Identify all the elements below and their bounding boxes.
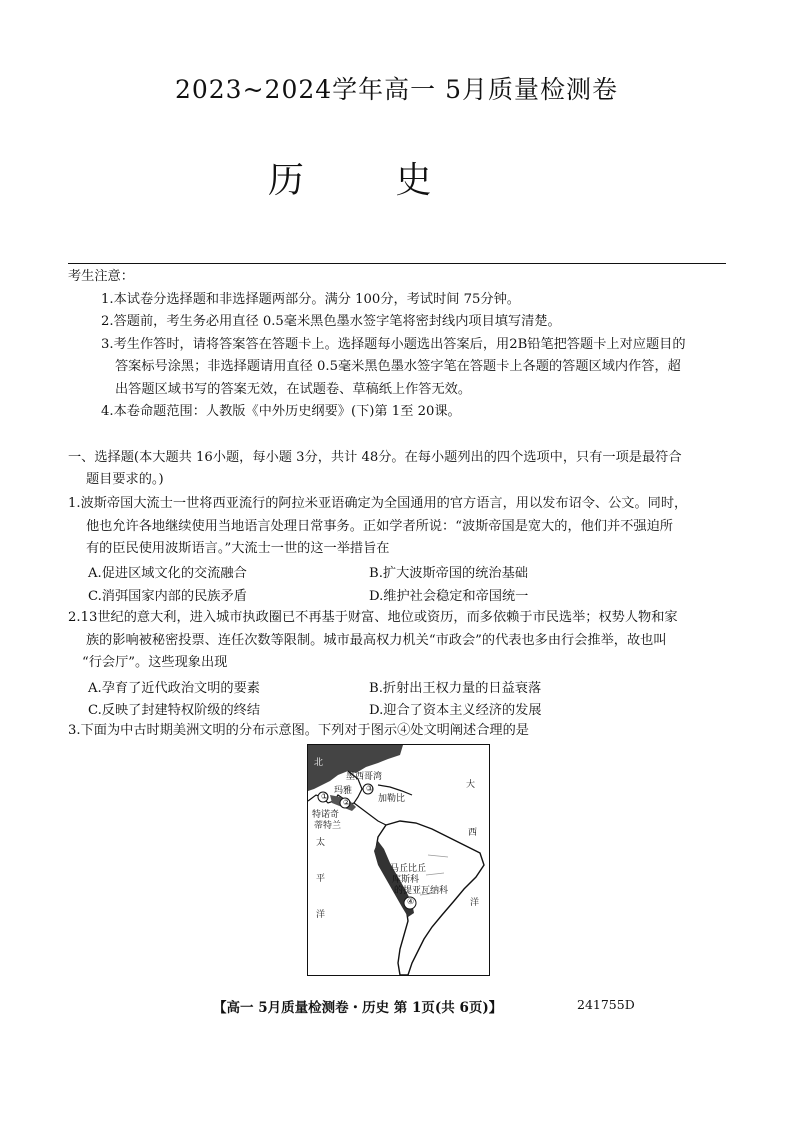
notice-item: 1.本试卷分选择题和非选择题两部分。满分 100分，考试时间 75分钟。	[101, 292, 520, 307]
map-label-ocean-west: 太	[316, 838, 326, 848]
notice-heading: 考生注意：	[68, 269, 134, 284]
q1-stem: 他也允许各地继续使用当地语言处理日常事务。正如学者所说：“波斯帝国是宽大的，他们并不强迫所	[86, 519, 673, 534]
q2-option-b: B.折射出王权力量的日益衰落	[369, 681, 542, 696]
q2-option-c: C.反映了封建特权阶级的终结	[88, 703, 261, 718]
exam-code: 241755D	[577, 997, 635, 1012]
notice-item: 4.本卷命题范围：人教版《中外历史纲要》(下)第 1至 20课。	[101, 404, 461, 419]
subject-title: 历 史	[268, 160, 472, 201]
marker-label-3: ③	[366, 784, 374, 793]
map-label-ocean-east: 大	[466, 780, 476, 790]
north-america-landmass	[308, 745, 403, 791]
map-label-ocean-east3: 洋	[470, 898, 480, 908]
map-label-ocean-west3: 洋	[316, 910, 326, 920]
marker-label-4: ④	[407, 897, 415, 906]
map-label-cusco: 库斯科	[392, 875, 420, 885]
q2-option-a: A.孕育了近代政治文明的要素	[88, 681, 260, 696]
americas-civilization-map	[307, 744, 490, 976]
q1-option-a: A.促进区域文化的交流融合	[88, 566, 247, 581]
map-label-caribbean: 加勒比	[378, 794, 406, 804]
q1-option-b: B.扩大波斯帝国的统治基础	[369, 566, 528, 581]
south-america-landmass	[376, 821, 484, 975]
marker-label-1: ①	[321, 792, 329, 801]
q1-option-c: C.消弭国家内部的民族矛盾	[88, 589, 247, 604]
notice-item: 答案标号涂黑；非选择题请用直径 0.5毫米黑色墨水签字笔在答题卡上各题的答题区域内作答，超	[115, 359, 681, 374]
map-label-ocean-east2: 西	[468, 828, 478, 838]
q1-option-d: D.维护社会稳定和帝国统一	[369, 589, 529, 604]
q3-stem: 3.下面为中古时期美洲文明的分布示意图。下列对于图示④处文明阐述合理的是	[68, 723, 529, 738]
isthmus-coast	[354, 803, 386, 825]
map-label-tenochtitlan-2: 蒂特兰	[314, 821, 342, 831]
map-label-ocean-west2: 平	[316, 874, 326, 884]
q1-stem: 1.波斯帝国大流士一世将西亚流行的阿拉米亚语确定为全国通用的官方语言，用以发布诏令、公文。同时，	[68, 496, 688, 511]
q2-stem: 2.13世纪的意大利，进入城市执政圈已不再基于财富、地位或资历，而多依赖于市民选举；权势人物和家	[68, 610, 678, 625]
map-label-gulf: 墨西哥湾	[346, 772, 383, 782]
map-label-tiwanaku: 的提亚瓦纳科	[394, 886, 449, 896]
map-label-north: 北	[314, 758, 324, 768]
notice-item: 3.考生作答时，请将答案答在答题卡上。选择题每小题选出答案后，用2B铅笔把答题卡上对应题目的	[101, 337, 686, 352]
section-heading-cont: 题目要求的。)	[86, 472, 164, 487]
q2-option-d: D.迎合了资本主义经济的发展	[369, 703, 542, 718]
map-label-maya: 玛雅	[334, 786, 353, 796]
map-drawing	[308, 745, 489, 975]
notice-item: 出答题区域书写的答案无效，在试题卷、草稿纸上作答无效。	[115, 382, 472, 397]
page-footer: 【高一 5月质量检测卷・历史 第 1页(共 6页)】	[213, 1000, 503, 1016]
map-label-tenochtitlan: 特诺奇	[312, 810, 340, 820]
section-heading: 一、选择题(本大题共 16小题，每小题 3分，共计 48分。在每小题列出的四个选项中，只有一项是最符合	[68, 450, 682, 465]
map-label-machu-picchu: 马丘比丘	[390, 864, 427, 874]
q1-stem: 有的臣民使用波斯语言。”大流士一世的这一举措旨在	[86, 541, 390, 556]
notice-item: 2.答题前，考生务必用直径 0.5毫米黑色墨水签字笔将密封线内项目填写清楚。	[101, 314, 561, 329]
header-divider	[68, 263, 726, 264]
marker-label-2: ②	[343, 798, 351, 807]
exam-title: 2023~2024学年高一 5月质量检测卷	[174, 75, 619, 104]
q2-stem: “行会厅”。这些现象出现	[82, 655, 228, 670]
q2-stem: 族的影响被秘密投票、连任次数等限制。城市最高权力机关“市政会”的代表也多由行会推举，故也叫	[86, 633, 667, 648]
